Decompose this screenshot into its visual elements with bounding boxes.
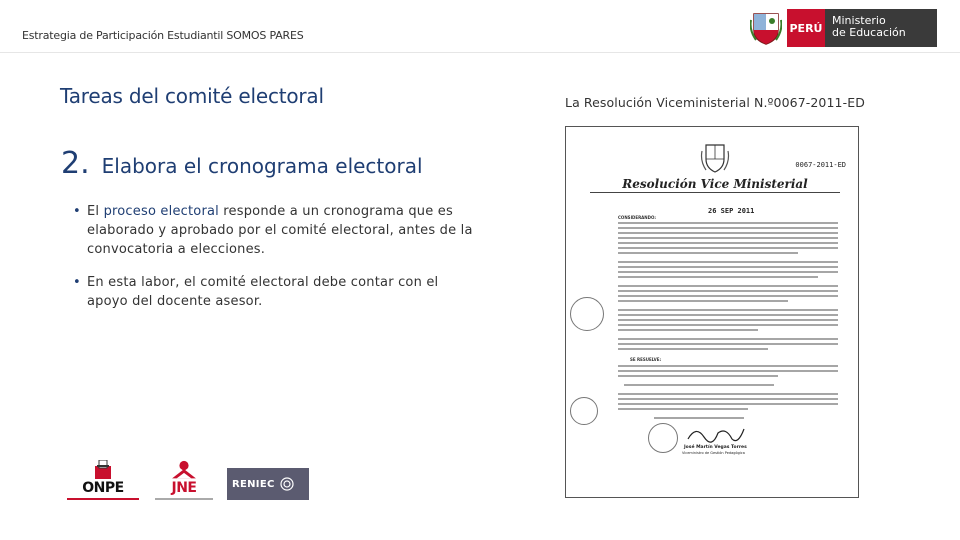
ministry-label: [825, 9, 937, 47]
bullet-text-pre: En esta labor, el comité electoral debe contar con el apoyo del docente asesor.: [87, 275, 439, 309]
text-line: [618, 295, 838, 297]
signature-icon: [686, 423, 746, 445]
step-heading: [61, 146, 423, 181]
text-line: [618, 348, 768, 350]
peru-label: PERÚ: [787, 9, 825, 47]
peru-shield-icon: [750, 10, 782, 46]
ministry-line1: Ministerio: [832, 14, 886, 27]
text-line: [618, 227, 838, 229]
document-caption: La Resolución Viceministerial N.º0067-2011-ED: [565, 95, 865, 110]
text-line: [618, 398, 838, 400]
jne-emblem-icon: [169, 460, 199, 480]
bullet-text-pre: El: [87, 204, 104, 219]
header-divider: [0, 52, 960, 53]
section-title: Tareas del comité electoral: [60, 84, 324, 108]
text-line: [618, 309, 838, 311]
text-line: [618, 222, 838, 224]
text-line: [624, 384, 774, 386]
onpe-logo-text: ONPE: [82, 480, 124, 496]
text-line: [618, 285, 838, 287]
text-line: [618, 338, 838, 340]
seal-stamp-right: [648, 423, 678, 453]
text-line: [618, 232, 838, 234]
onpe-logo: [65, 460, 141, 500]
bullet-text-post: responde a un cronograma que es elaborado y aprobado por el comité electoral, antes de la convocatoria a elecciones.: [87, 204, 473, 257]
coat-of-arms-icon: [700, 141, 730, 175]
jne-logo: [153, 460, 215, 500]
text-line: [618, 319, 838, 321]
text-line: [618, 271, 838, 273]
text-line: [618, 375, 778, 377]
document-number: 0067-2011-ED: [795, 161, 846, 169]
seal-stamp-left-lower: [570, 397, 598, 425]
text-line: [618, 408, 748, 410]
text-line: [618, 252, 798, 254]
reniec-logo: [227, 468, 309, 500]
text-line: [618, 247, 838, 249]
onpe-logo-underline: [67, 498, 139, 500]
bullet-item: [73, 202, 473, 259]
text-line: [618, 237, 838, 239]
header-title: Estrategia de Participación Estudiantil SOMOS PARES: [22, 29, 304, 42]
text-line: [654, 417, 744, 419]
reniec-logo-box: [227, 468, 309, 500]
seal-stamp-left: [570, 297, 604, 331]
text-line: [618, 242, 838, 244]
signer-name: José Martín Vegas Torres: [684, 445, 747, 450]
bullet-list: [73, 202, 473, 325]
text-line: [618, 365, 838, 367]
text-line: [618, 403, 838, 405]
resolution-document: [565, 126, 859, 498]
document-title: Resolución Vice Ministerial: [622, 177, 808, 191]
ballot-box-icon: [91, 460, 115, 480]
partner-logos: [65, 460, 321, 500]
ministry-line2: de Educación: [832, 26, 906, 39]
document-title-rule: [590, 192, 840, 193]
text-line: [618, 370, 838, 372]
label-considerando: CONSIDERANDO:: [618, 215, 656, 220]
text-line: [618, 266, 838, 268]
text-line: [618, 343, 838, 345]
document-date: 26 SEP 2011: [708, 207, 755, 215]
bullet-text-highlight: proceso electoral: [103, 204, 219, 219]
text-line: [618, 329, 758, 331]
text-line: [618, 314, 838, 316]
label-se-resuelve: SE RESUELVE:: [630, 357, 662, 362]
fingerprint-icon: [279, 474, 295, 494]
bullet-item: [73, 273, 473, 311]
step-title: Elabora el cronograma electoral: [101, 154, 423, 178]
text-line: [618, 324, 838, 326]
text-line: [618, 393, 838, 395]
text-line: [618, 261, 838, 263]
ministry-logo: [750, 9, 937, 47]
text-line: [618, 300, 788, 302]
reniec-logo-text: RENIEC: [232, 478, 275, 490]
text-line: [618, 276, 818, 278]
step-number: 2.: [61, 146, 90, 181]
jne-logo-text: JNE: [171, 480, 197, 497]
text-line: [618, 290, 838, 292]
jne-logo-underline: [155, 498, 213, 500]
signer-role: Viceministro de Gestión Pedagógica: [682, 451, 745, 455]
